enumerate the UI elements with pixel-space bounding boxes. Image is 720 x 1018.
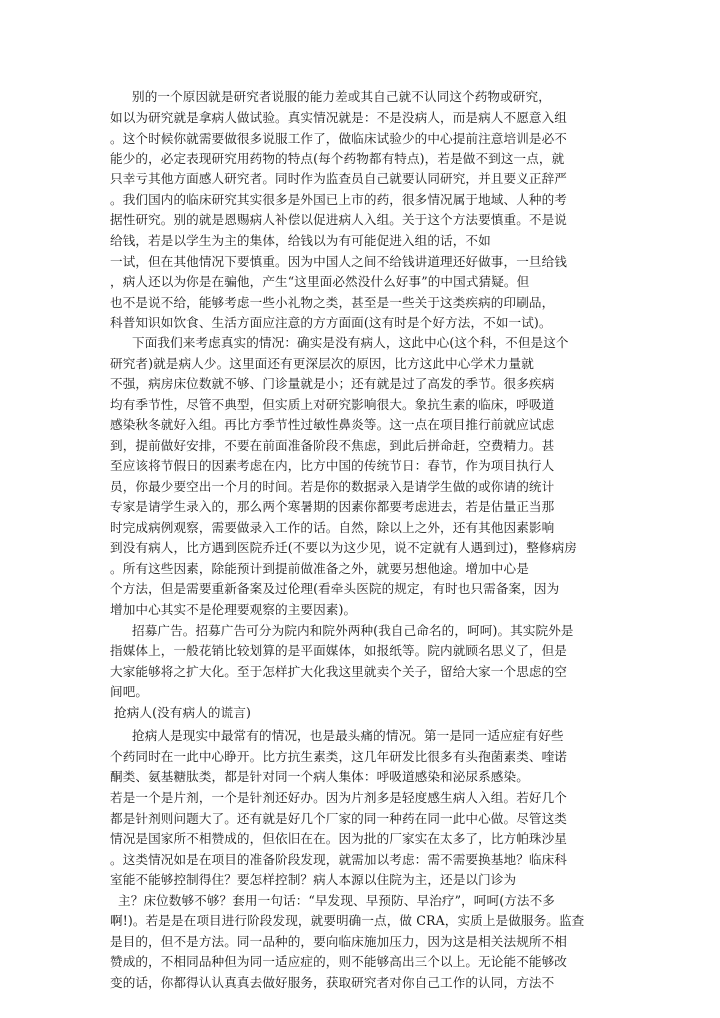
text-line: 酮类、氨基糖肽类，都是针对同一个病人集体：呼吸道感染和泌尿系感染。	[110, 769, 529, 784]
text-line: 下面我们来考虑真实的情况：确实是没有病人，这此中心(这个科，不但是这个	[132, 335, 569, 350]
text-line: 情况是国家所不相赞成的，但依旧在在。因为批的厂家实在太多了，比方帕珠沙星	[110, 831, 567, 846]
text-line: 大家能够将之扩大化。至于怎样扩大化我这里就卖个关子，留给大家一个思虑的空	[110, 664, 567, 679]
text-line: 。这类情况如是在项目的准备阶段发现，就需加以考虑：需不需要换基地？临床科	[110, 852, 567, 867]
text-line: 别的一个原因就是研究者说服的能力差或其自己就不认同这个药物或研究，	[132, 89, 551, 104]
text-line: 个方法，但是需要重新备案及过伦理(看牵头医院的规定，有时也只需备案，因为	[110, 581, 560, 596]
text-line: 都是针剂则问题大了。还有就是好几个厂家的同一种药在同一此中心做。尽管这类	[110, 811, 567, 826]
text-line: 啊!)。若是是在项目进行阶段发现，就要明确一点，做 CRA，实质上是做服务。监查	[110, 913, 585, 928]
text-line: 据性研究。别的就是恩赐病人补偿以促进病人入组。关于这个方法要慎重。不是说	[110, 212, 567, 227]
text-line: 变的话，你都得认认真真去做好服务，获取研究者对你自己工作的认同，方法不	[110, 975, 555, 990]
text-line: 增加中心其实不是伦理要观察的主要因素)。	[110, 602, 357, 617]
text-line: 招募广告。招募广告可分为院内和院外两种(我自己命名的，呵呵)。其实院外是	[132, 623, 574, 638]
text-line: 抢病人是现实中最常有的情况，也是最头痛的情况。第一是同一适应症有好些	[132, 728, 564, 743]
text-line: 室能不能够控制得住？要怎样控制？病人本源以住院为主，还是以门诊为	[110, 872, 517, 887]
text-line: 研究者)就是病人少。这里面还有更深层次的原因，比方这此中心学术力量就	[110, 356, 534, 371]
text-line: 如以为研究就是拿病人做试验。真实情况就是：不是没病人，而是病人不愿意入组	[110, 110, 567, 125]
text-line: 。我们国内的临床研究其实很多是外国已上市的药，很多情况属于地域、人种的考	[110, 192, 567, 207]
text-line: 若是一个是片剂，一个是针剂还好办。因为片剂多是轻度感生病人入组。若好几个	[110, 790, 567, 805]
text-line: 一试，但在其他情况下要慎重。因为中国人之间不给钱讲道理还好做事，一旦给钱	[110, 254, 567, 269]
text-line: 间吧。	[110, 684, 149, 699]
text-line: 能少的，必定表现研究用药物的特点(每个药物都有特点)，若是做不到这一点，就	[110, 151, 565, 166]
text-line: 员，你最少要空出一个月的时间。若是你的数据录入是请学生做的或你请的统计	[110, 479, 555, 494]
text-line: 个药同时在一此中心睁开。比方抗生素类，这几年研发比很多有头孢菌素类、喹诺	[110, 749, 567, 764]
text-line: 也不是说不给，能够考虑一些小礼物之类，甚至是一些关于这类疾病的印刷品，	[110, 295, 555, 310]
text-line: ，病人还以为你是在骗他，产生“这里面必然没什么好事”的中国式猜疑。但	[110, 274, 530, 289]
text-line: 主？床位数够不够？套用一句话：“早发现、早预防、早治疗”，呵呵(方法不多	[118, 893, 555, 908]
text-line: 指媒体上，一般花销比较划算的是平面媒体，如报纸等。院内就顾名思义了，但是	[110, 643, 567, 658]
text-line: 给钱，若是以学生为主的集体，给钱以为有可能促进入组的话，不如	[110, 233, 491, 248]
text-line: 时完成病例观察，需要做录入工作的话。自然，除以上之外，还有其他因素影响	[110, 520, 555, 535]
text-line: 感染秋冬就好入组。再比方季节性过敏性鼻炎等。这一点在项目推行前就应试虑	[110, 417, 555, 432]
text-line: 赞成的，不相同品种但为同一适应症的，则不能够高出三个以上。无论能不能够改	[110, 954, 567, 969]
text-line: 专家是请学生录入的，那么两个寒暑期的因素你都要考虑进去，若是估量正当那	[110, 499, 555, 514]
text-line: 科普知识如饮食、生活方面应注意的方方面面(这有时是个好方法，不如一试)。	[110, 315, 552, 330]
section-heading: 抢病人(没有病人的谎言)	[114, 705, 251, 720]
text-line: 到，提前做好安排，不要在前面准备阶段不焦虑，到此后拼命赶，空费精力。甚	[110, 438, 555, 453]
text-line: 。所有这些因素，除能预计到提前做准备之外，就要另想他途。增加中心是	[110, 561, 529, 576]
text-line: 均有季节性，尽管不典型，但实质上对研究影响很大。象抗生素的临床，呼吸道	[110, 397, 555, 412]
text-line: 到没有病人，比方遇到医院乔迁(不要以为这少见，说不定就有人遇到过)，整修病房	[110, 540, 578, 555]
text-line: 是目的，但不是方法。同一品种的，要向临床施加压力，因为这是相关法规所不相	[110, 934, 567, 949]
text-line: 只幸亏其他方面感人研究者。同时作为监查员自己就要认同研究，并且要义正辞严	[110, 171, 567, 186]
text-line: 不强，病房床位数就不够、门诊量就是小；还有就是过了高发的季节。很多疾病	[110, 376, 555, 391]
text-line: 至应该将节假日的因素考虑在内，比方中国的传统节日：春节，作为项目执行人	[110, 458, 555, 473]
text-line: 。这个时候你就需要做很多说服工作了，做临床试验少的中心提前注意培训是必不	[110, 131, 567, 146]
